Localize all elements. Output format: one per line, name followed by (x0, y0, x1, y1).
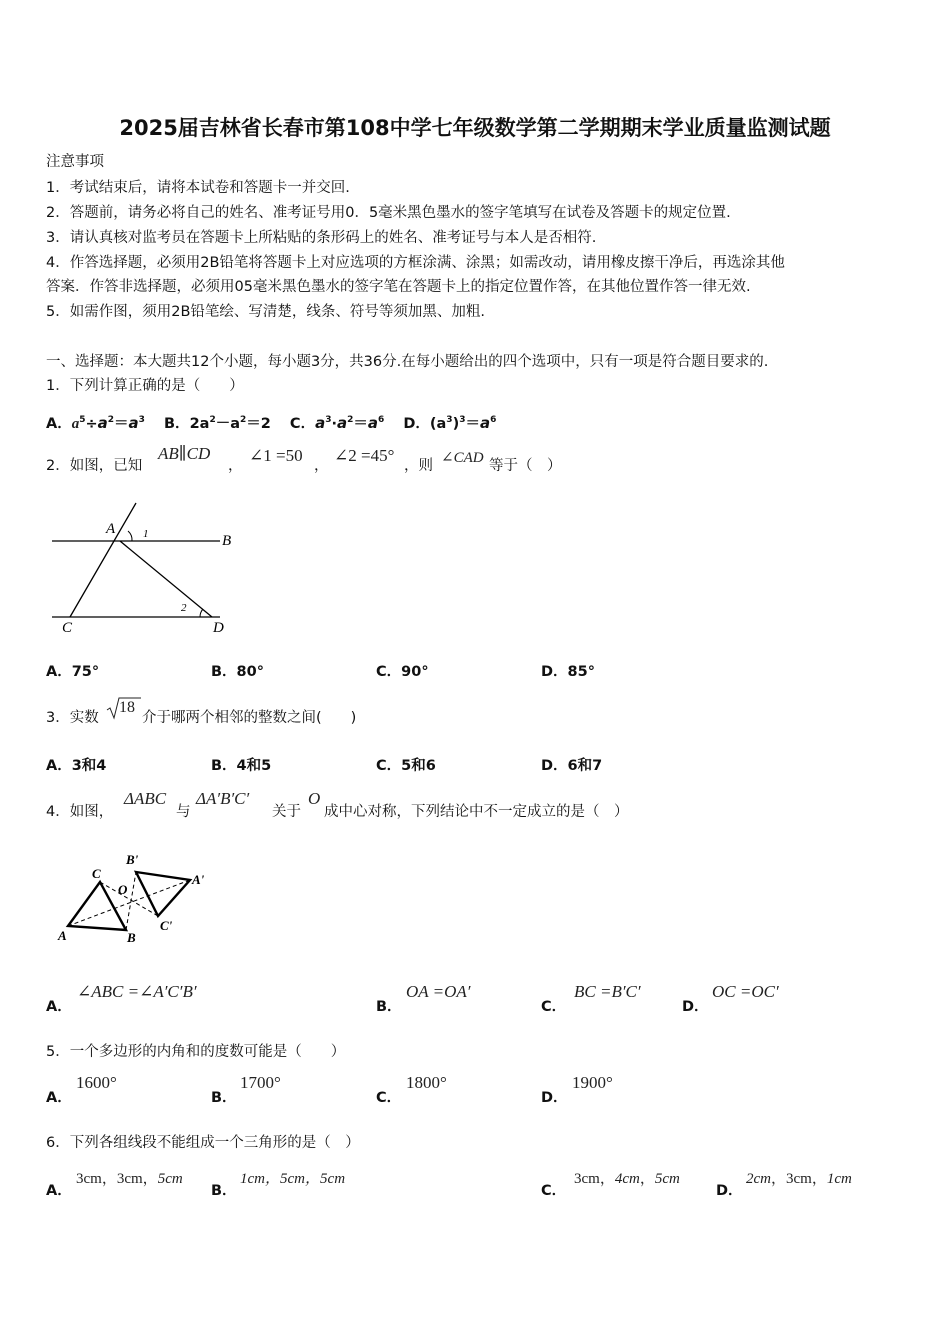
notice-item: 答案．作答非选择题，必须用05毫米黑色墨水的签字笔在答题卡上的指定位置作答，在其他位置作答一律无效. (46, 279, 751, 295)
question-3-suffix: 介于哪两个相邻的整数之间( ) (142, 710, 357, 726)
question-2-condition: AB∥CD (158, 444, 211, 463)
notice-item: 3．请认真核对监考员在答题卡上所粘贴的条形码上的姓名、准考证号与本人是否相符. (46, 230, 597, 246)
option-b: B． (376, 999, 402, 1015)
notice-heading: 注意事项 (46, 154, 104, 170)
option-b-expr: OA =OA′ (406, 982, 471, 1001)
option-a: A． (46, 1183, 72, 1199)
label-a-prime: A' (192, 872, 205, 887)
question-2-comma: ， (228, 458, 243, 474)
label-c-prime: C' (160, 918, 173, 933)
question-4-suffix: 成中心对称，下列结论中不一定成立的是（ ） (324, 804, 629, 820)
angle-2-arc (200, 609, 203, 617)
option-c-values: 3cm，4cm，5cm (574, 1171, 680, 1187)
option-b: B． (211, 1183, 237, 1199)
option-b: B．80° (211, 664, 264, 680)
option-c-value: 1800° (406, 1073, 447, 1092)
question-2-condition: ∠1 =50 (249, 446, 303, 465)
option-b: B． (211, 1090, 237, 1106)
option-d: D． (682, 999, 709, 1015)
label-angle-1: 1 (143, 528, 149, 540)
label-b: B (127, 930, 136, 945)
label-d: D (213, 620, 224, 636)
option-c-expr: BC =B′C′ (574, 982, 641, 1001)
line-through-a (70, 503, 136, 617)
option-d: D． (716, 1183, 743, 1199)
label-c: C (92, 866, 101, 881)
label-c: C (62, 620, 73, 636)
question-2-suffix: 等于（ ） (489, 458, 562, 474)
label-o: O (118, 882, 128, 897)
question-2-figure (40, 495, 250, 640)
triangle-a1b1c1 (136, 872, 190, 916)
question-2-prefix: 2．如图，已知 (46, 458, 143, 474)
option-b-values: 1cm，5cm，5cm (240, 1171, 346, 1187)
option-a: A． (46, 999, 72, 1015)
label-angle-2: 2 (181, 602, 187, 614)
option-c: C．5和6 (376, 758, 436, 774)
option-d: D．85° (541, 664, 595, 680)
question-4-center: O (308, 789, 321, 808)
question-4-prefix: 4．如图， (46, 804, 114, 820)
option-b-value: 1700° (240, 1073, 281, 1092)
notice-item: 1．考试结束后，请将本试卷和答题卡一并交回. (46, 180, 350, 196)
question-3-prefix: 3．实数 (46, 710, 99, 726)
question-2-target: ∠CAD (441, 450, 484, 466)
option-a: A． (46, 1090, 72, 1106)
label-b-prime: B' (126, 852, 139, 867)
option-a: A．3和4 (46, 758, 107, 774)
option-d: D． (541, 1090, 568, 1106)
option-d: D．6和7 (541, 758, 603, 774)
line-ad (120, 541, 212, 617)
option-d-values: 2cm，3cm，1cm (746, 1171, 852, 1187)
angle-1-arc (128, 531, 132, 541)
notice-item: 5．如需作图，须用2B铅笔绘、写清楚，线条、符号等须加黑、加粗. (46, 304, 486, 320)
notice-item: 4．作答选择题，必须用2B铅笔将答题卡上对应选项的方框涂满、涂黑；如需改动，请用橡皮擦干净后，再选涂其他 (46, 255, 785, 271)
question-2-then: ，则 (404, 458, 433, 474)
notice-item: 2．答题前，请务必将自己的姓名、准考证号用0．5毫米黑色墨水的签字笔填写在试卷及答题卡的规定位置. (46, 205, 731, 221)
option-c: C． (541, 999, 567, 1015)
label-a: A (106, 521, 116, 537)
question-3-radicand: 18 (119, 699, 135, 716)
option-c: C．90° (376, 664, 429, 680)
option-c: C． (376, 1090, 402, 1106)
question-4-triangle-1: ΔABC (124, 789, 167, 808)
question-5-stem: 5．一个多边形的内角和的度数可能是（ ） (46, 1044, 346, 1060)
option-d-value: 1900° (572, 1073, 613, 1092)
label-b: B (222, 533, 232, 549)
question-4-figure (52, 848, 217, 948)
label-a: A (58, 928, 67, 943)
option-a: A．75° (46, 664, 100, 680)
question-2-comma: ， (314, 458, 329, 474)
option-a-expr: ∠ABC =∠A′C′B′ (77, 982, 197, 1001)
question-4-triangle-2: ΔA′B′C′ (196, 789, 250, 808)
section-heading: 一、选择题：本大题共12个小题，每小题3分，共36分.在每小题给出的四个选项中，只有一项是符合题目要求的. (46, 354, 769, 370)
option-c: C． (541, 1183, 567, 1199)
question-6-stem: 6．下列各组线段不能组成一个三角形的是（ ） (46, 1135, 360, 1151)
question-4-with: 与 (176, 804, 191, 820)
option-a-value: 1600° (76, 1073, 117, 1092)
question-1-options: A．$a^5\div a^2=a^3$ B．$2a^2-a^2=2$ C．$a^3\cdot a^2=a^6$ D．$(a^3)^3=a^6$ (46, 413, 497, 432)
option-a-values: 3cm，3cm，5cm (76, 1171, 183, 1187)
question-1-stem: 1．下列计算正确的是（ ） (46, 378, 244, 394)
question-2-condition: ∠2 =45° (334, 446, 395, 465)
option-b: B．4和5 (211, 758, 272, 774)
option-d-expr: OC =OC′ (712, 982, 779, 1001)
question-4-about: 关于 (272, 804, 301, 820)
page-title: 2025届吉林省长春市第108中学七年级数学第二学期期末学业质量监测试题 (119, 116, 831, 140)
